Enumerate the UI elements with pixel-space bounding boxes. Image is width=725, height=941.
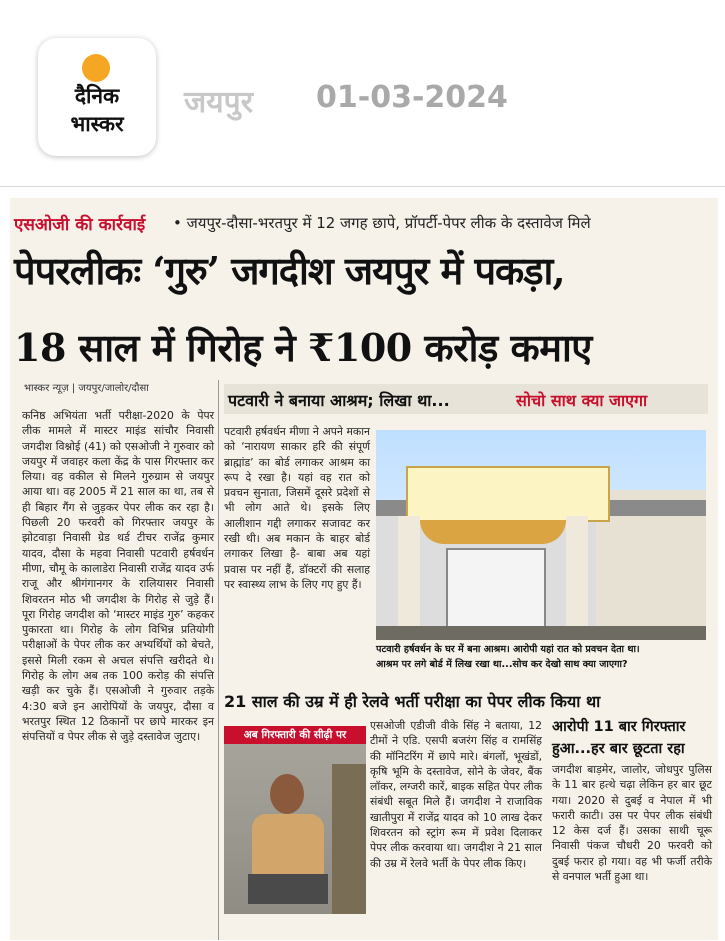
ashram-photo [376,430,706,640]
subhead-arrests-line2: हुआ...हर बार छूटता रहा [552,741,685,757]
sun-icon [82,54,110,82]
gate-arch [420,520,566,544]
photo-tag: अब गिरफ्तारी की सीढ़ी पर [224,726,366,744]
ashram-board [406,466,610,522]
arrest-photo [224,726,366,914]
kicker-text: • जयपुर-दौसा-भरतपुर में 12 जगह छापे, प्रॉपर्टी-पेपर लीक के दस्तावेज मिले [173,214,591,232]
header-divider [0,186,725,187]
column-divider [218,380,219,940]
accused-pants [248,874,328,904]
logo-line2: भास्कर [70,112,124,136]
accused-shirt [252,814,324,874]
gate-pillar-left [398,516,420,640]
subhead-railway: 21 साल की उम्र में ही रेलवे भर्ती परीक्षा का पेपर लीक किया था [224,692,601,711]
byline: भास्कर न्यूज़ | जयपुर/जालोर/दौसा [24,383,149,394]
police-figure [332,764,366,914]
logo-line1: दैनिक [74,84,120,108]
article-column-1: कनिष्ठ अभियंता भर्ती परीक्षा-2020 के पेपर लीक मामले में मास्टर माइंड सांचौर निवासी जगदीश विश्नोई (41) को एसओजी ने गुरुवार को जयपुर में जवाहर कला केंद्र के पास गिरफ्तार कर लिया। वह वकील से मिलने गुरुग्राम से जयपुर आया था। वह 2005 में 21 साल का था, तब से ही बिहार गैंग से जुड़कर पेपर लीक कर रहा है। पिछली 20 फरवरी को गिरफ्तार जयपुर के झोटवाड़ा निवासी ग्रेड थर्ड टीचर राजेंद्र कुमार यादव, दौसा के महवा निवासी पटवारी हर्षवर्धन मीणा, चौमू के कालाडेरा निवासी राजेंद्र यादव उर्फ राजू और श्रीगंगानगर के रालियासर निवासी शिवरतन मोठ भी जगदीश के गिरोह से जुड़े हैं। पूरा गिरोह जगदीश को ‘मास्टर माइंड गुरु’ कहकर पुकारता था। गिरोह के लोग विभिन्न प्रतियोगी परीक्षाओं के पेपर लीक कर अभ्यर्थियों को बेचते, इससे मिली रकम से अचल संपत्ति खरीदते थे। गिरोह के लोग अब तक 100 करोड़ की संपत्ति खड़ी कर चुके हैं। एसओजी ने गुरुवार तड़के 4:30 बजे इन आरोपियों के जयपुर, दौसा व भरतपुर स्थित 12 ठिकानों पर छापे मारकर इन संपत्तियों व पेपर लीक से जुड़े दस्तावेज जुटाए। [22,409,214,744]
edition-date: 01-03-2024 [316,80,508,115]
subhead-ashram-highlight: सोचो साथ क्या जाएगा [516,391,648,410]
dainik-bhaskar-logo[interactable] [38,38,156,156]
subhead-arrests-line1: आरोपी 11 बार गिरफ्तार [552,719,686,735]
article-column-4: जगदीश बाड़मेर, जालोर, जोधपुर पुलिस के 11 बार हत्थे चढ़ा लेकिन हर बार छूट गया। 2020 से दुबई व नेपाल में भी फरारी काटी। उस पर पेपर लीक संबंधी 12 केस दर्ज हैं। उसका साथी चूरू निवासी पंकज चौधरी 20 फरवरी को दुबई फरार हो गया। वह भी फर्जी तरीके से वनपाल भर्ती हुआ था। [552,763,712,884]
photo-caption-line2: आश्रम पर लगे बोर्ड में लिख रखा था...सोच कर देखो साथ क्या जाएगा? [376,659,628,670]
kicker-tag: एसओजी की कार्रवाई [14,215,146,235]
headline-line2: 18 साल में गिरोह ने ₹100 करोड़ कमाए [14,325,592,370]
accused-head [270,774,304,814]
headline-line1: पेपरलीकः ‘गुरु’ जगदीश जयपुर में पकड़ा, [14,248,565,293]
subhead-ashram: पटवारी ने बनाया आश्रम; लिखा था... [228,391,450,410]
gate-pillar-right [566,516,588,640]
article-column-3: एसओजी एडीजी वीके सिंह ने बताया, 12 टीमों ने एडि. एसपी बजरंग सिंह व रामसिंह की मॉनिटरिंग में छापे मारे। बंगलों, भूखंडों, कृषि भूमि के दस्तावेज, सोने के जेवर, बैंक लॉकर, लग्जरी कारें, बाइक सहित पेपर लीक संबंधी सबूत मिले हैं। जगदीश ने राजाविक खातीपुरा में राजेंद्र यादव को 10 लाख देकर शिवरतन को स्ट्रांग रूम में प्रवेश दिलाकर पेपर लीक करवाया था। जगदीश ने 21 साल की उम्र में रेलवे भर्ती के पेपर लीक किए। [370,719,542,870]
photo-caption-line1: पटवारी हर्षवर्धन के घर में बना आश्रम। आरोपी यहां रात को प्रवचन देता था। [376,644,640,655]
ground [376,626,706,640]
edition-city: जयपुर [184,85,253,120]
article-column-2: पटवारी हर्षवर्धन मीणा ने अपने मकान को ‘नारायण साकार हरि की संपूर्ण ब्राह्मांड’ का बोर्ड लगाकर आश्रम का रूप दे रखा है। यहां वह रात को प्रवचन सुनाता, जिसमें दूसरे प्रदेशों से भी लोग आते थे। इसके लिए आलीशान गद्दी लगाकर सजावट कर रखी थी। अब मकान के बाहर बोर्ड लगाकर लिखा है- बाबा अब यहां प्रवास पर नहीं हैं, डॉक्टरों की सलाह पर स्वास्थ्य लाभ के लिए गए हुए हैं। [224,425,370,591]
